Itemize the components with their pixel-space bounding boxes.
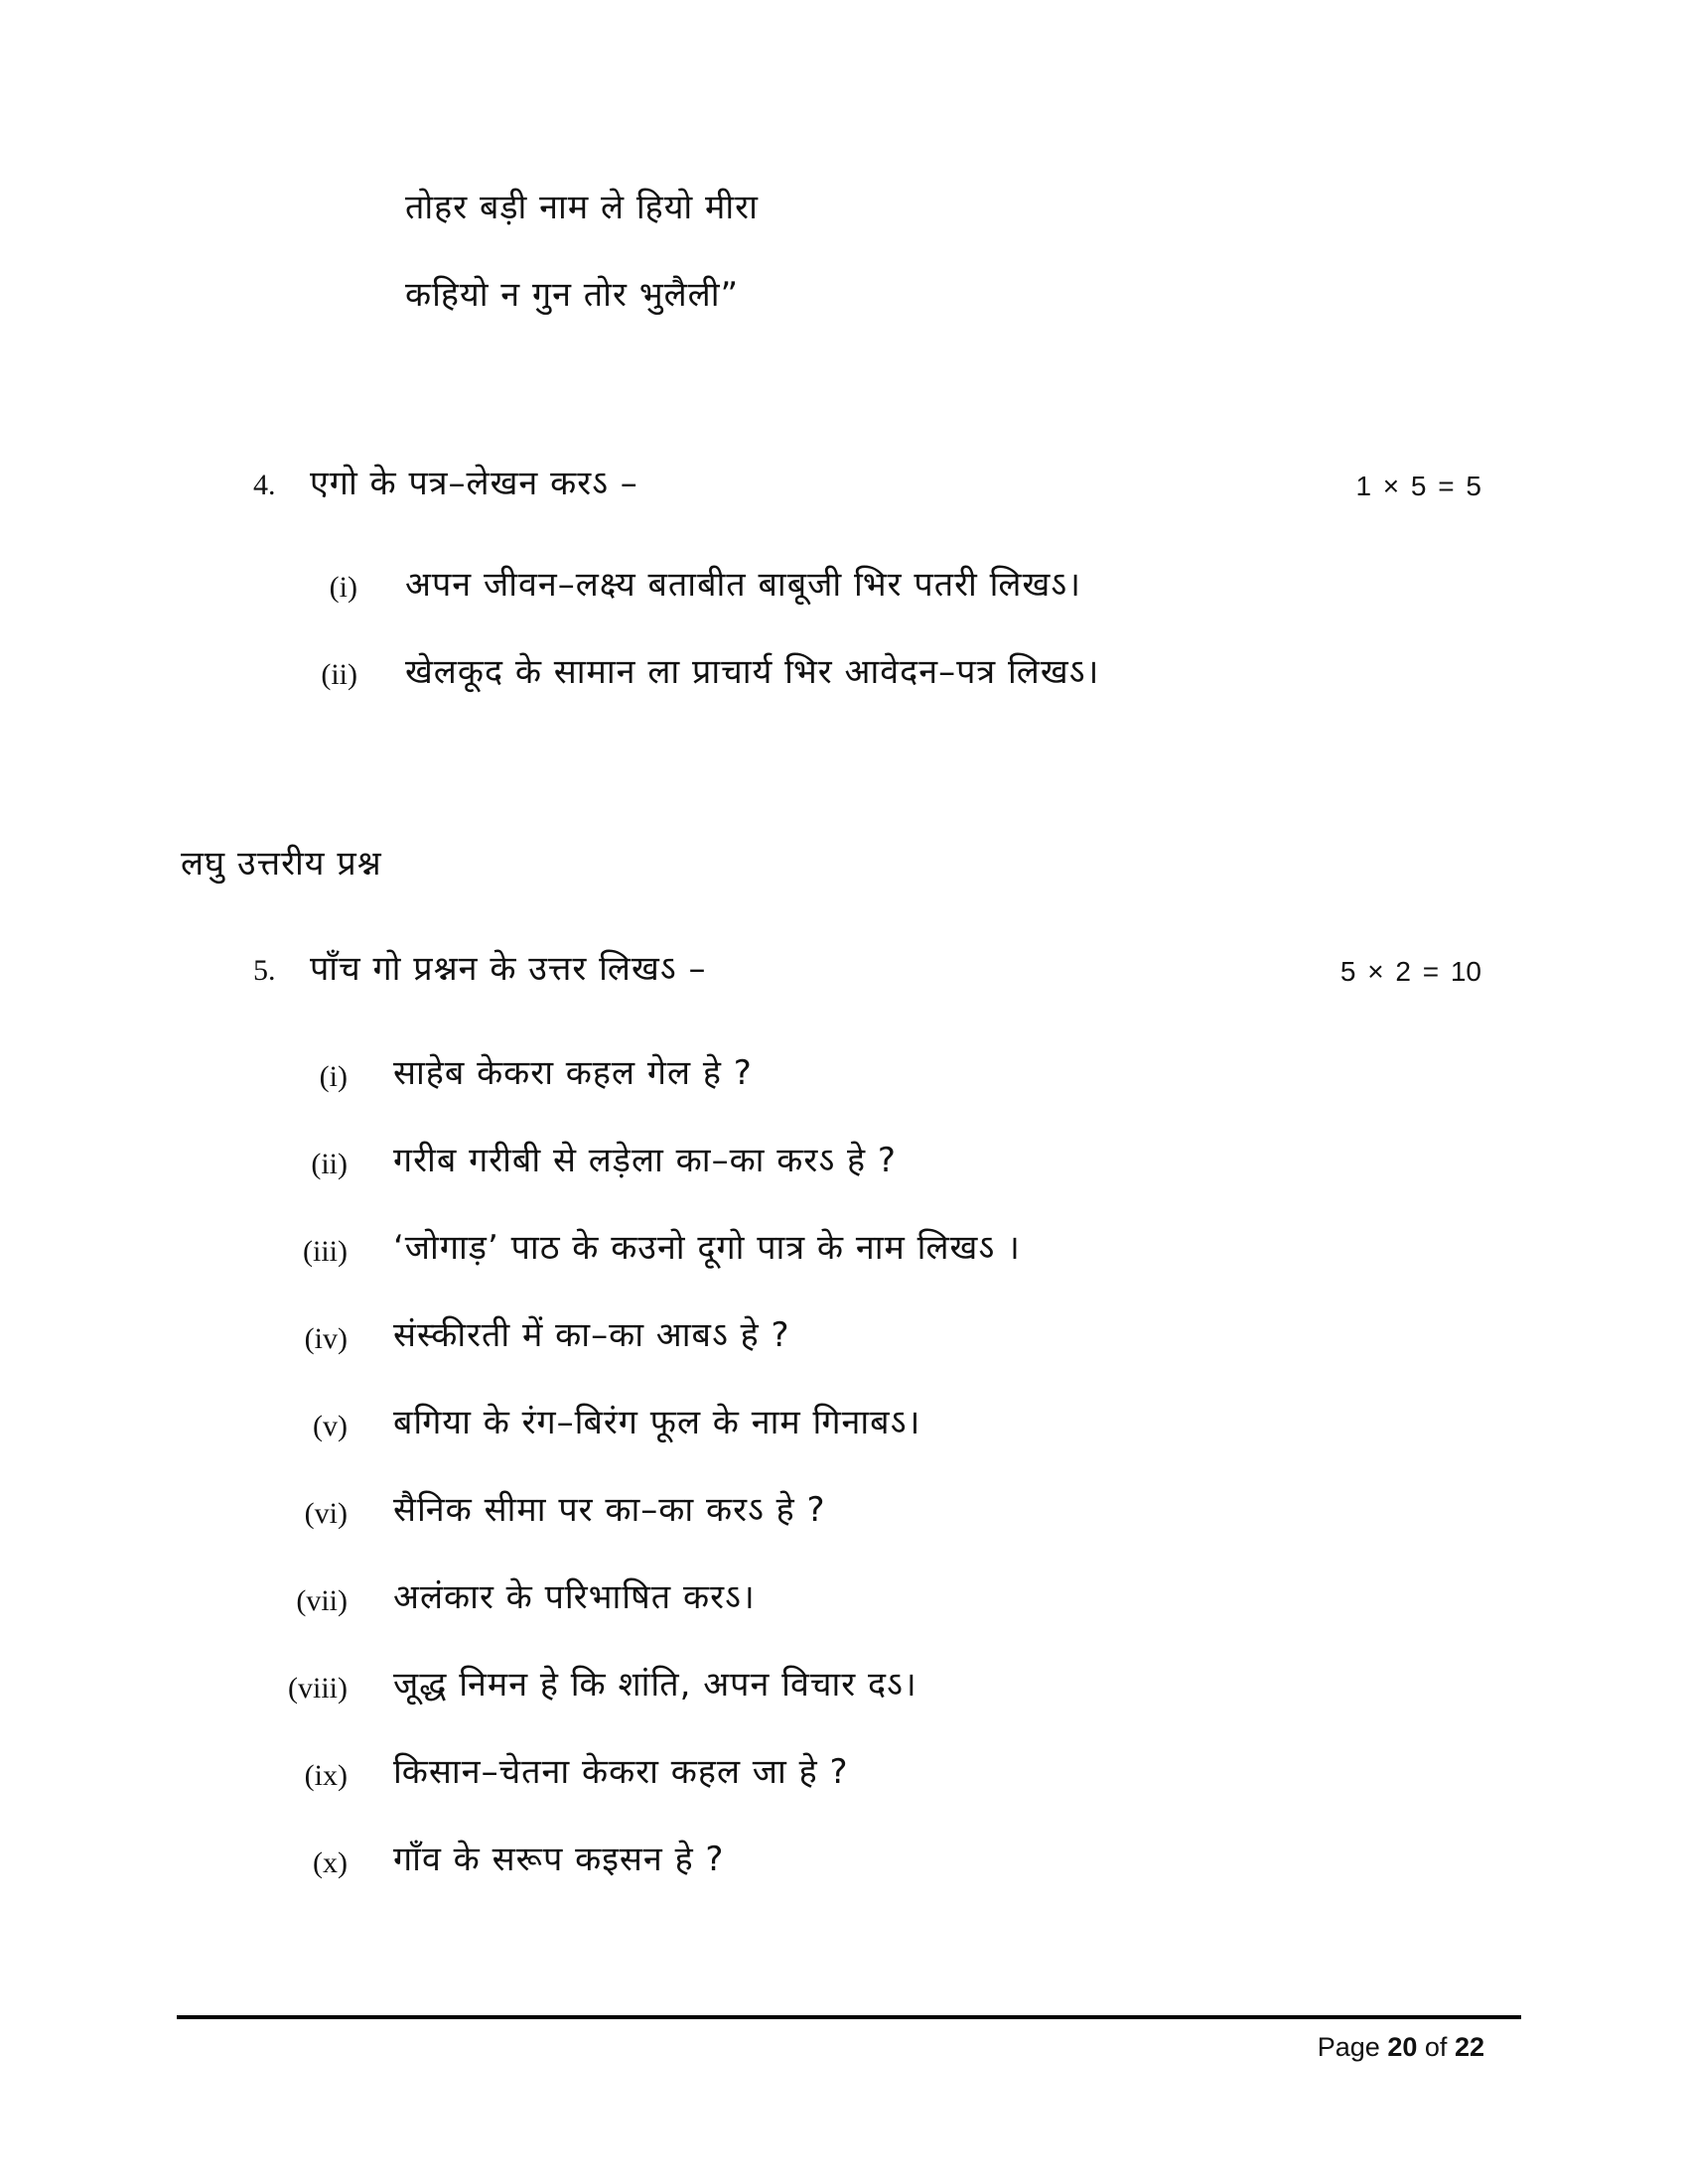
- q5-item-1-text: साहेब केकरा कहल गेल हे ?: [393, 1053, 753, 1093]
- q5-item-7-number: (vii): [296, 1584, 348, 1617]
- poem-line-1: तोहर बड़ी नाम ले हियो मीरा: [405, 188, 759, 227]
- q5-item-8-text: जूद्ध निमन हे कि शांति, अपन विचार दऽ।: [393, 1665, 917, 1705]
- q5-item-3-text: ‘जोगाड़’ पाठ के कउनो दूगो पात्र के नाम लिखऽ ।: [393, 1228, 1021, 1268]
- q4-item-2-number: (ii): [321, 658, 357, 691]
- q5-item-2-text: गरीब गरीबी से लड़ेला का–का करऽ हे ?: [393, 1141, 897, 1180]
- question-4-prompt: एगो के पत्र–लेखन करऽ –: [310, 464, 638, 503]
- page-number: [1318, 2032, 1484, 2063]
- q4-item-2-text: खेलकूद के सामान ला प्राचार्य भिर आवेदन–पत्र लिखऽ।: [405, 652, 1100, 692]
- q5-item-7-text: अलंकार के परिभाषित करऽ।: [393, 1577, 756, 1617]
- q5-item-2-number: (ii): [311, 1148, 348, 1180]
- question-4-number: 4.: [253, 469, 276, 501]
- footer-rule: [177, 2015, 1521, 2019]
- q5-item-6-text: सैनिक सीमा पर का–का करऽ हे ?: [393, 1490, 826, 1530]
- poem-line-2: कहियो न गुन तोर भुलैली”: [405, 275, 740, 315]
- q5-item-10-number: (x): [313, 1846, 348, 1879]
- q5-item-9-number: (ix): [304, 1759, 348, 1792]
- q4-item-1-number: (i): [329, 571, 357, 604]
- question-5-marks: 5 × 2 = 10: [1339, 956, 1481, 987]
- page-of: of: [1424, 2032, 1448, 2062]
- q5-item-4-text: संस्कीरती में का–का आबऽ हे ?: [393, 1315, 790, 1355]
- q4-item-1-text: अपन जीवन–लक्ष्य बताबीत बाबूजी भिर पतरी लिखऽ।: [405, 565, 1082, 605]
- q5-item-10-text: गाँव के सरूप कइसन हे ?: [393, 1840, 725, 1879]
- page-current: 20: [1387, 2032, 1418, 2062]
- q5-item-5-text: बगिया के रंग–बिरंग फूल के नाम गिनाबऽ।: [393, 1403, 921, 1442]
- question-4-marks: 1 × 5 = 5: [1355, 471, 1481, 501]
- section-heading: लघु उत्तरीय प्रश्न: [181, 844, 382, 884]
- q5-item-3-number: (iii): [303, 1235, 348, 1268]
- question-5-number: 5.: [253, 954, 276, 987]
- q5-item-6-number: (vi): [304, 1497, 348, 1530]
- q5-item-4-number: (iv): [304, 1322, 348, 1355]
- q5-item-5-number: (v): [313, 1410, 348, 1442]
- q5-item-8-number: (viii): [288, 1672, 348, 1705]
- page-total: 22: [1454, 2032, 1484, 2062]
- question-5-prompt: पाँच गो प्रश्नन के उत्तर लिखऽ –: [310, 949, 707, 989]
- q5-item-1-number: (i): [319, 1060, 348, 1093]
- page-prefix: Page: [1317, 2032, 1380, 2062]
- q5-item-9-text: किसान–चेतना केकरा कहल जा हे ?: [393, 1752, 849, 1792]
